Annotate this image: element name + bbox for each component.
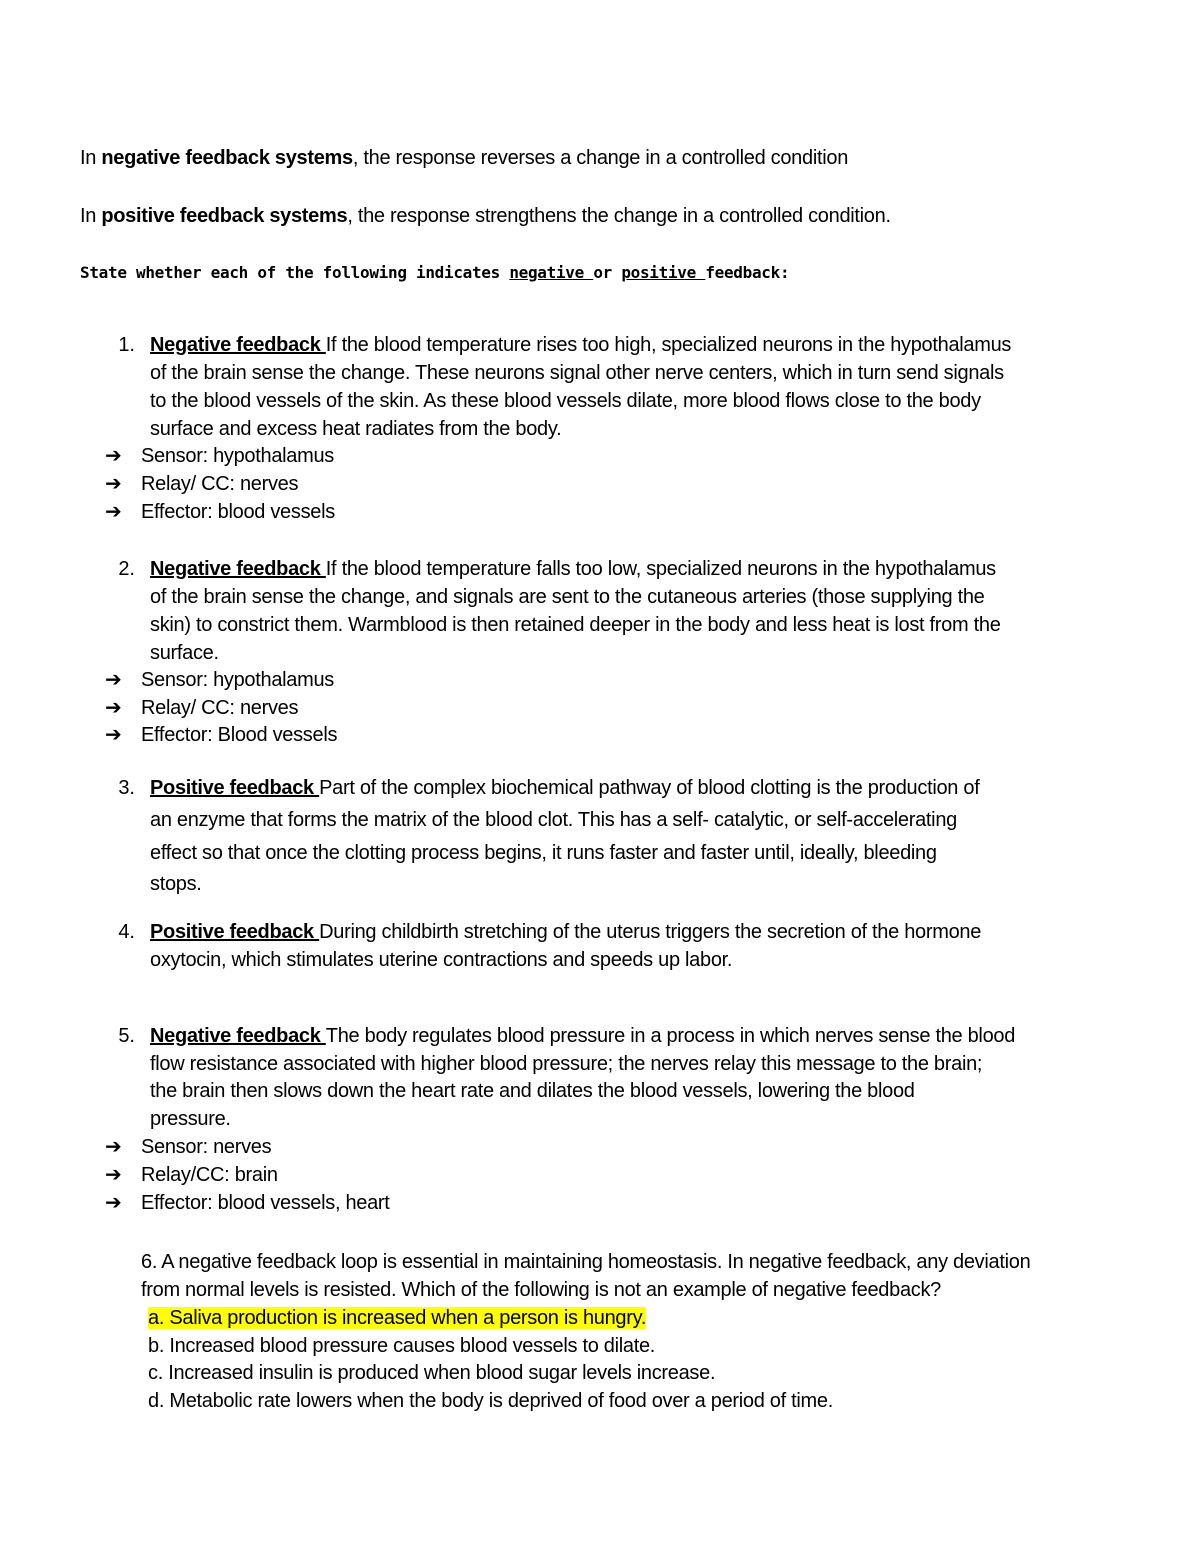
intro-neg-definition: , the response reverses a change in a controlled condition xyxy=(352,147,849,169)
q1-line-4: surface and excess heat radiates from the body. xyxy=(150,418,562,440)
instruction-mid: or xyxy=(593,263,622,282)
q5-bullet-effector: Effector: blood vessels, heart xyxy=(141,1192,390,1214)
q5-bullet-sensor: Sensor: nerves xyxy=(141,1136,272,1158)
q2-number: 2. xyxy=(118,558,135,580)
q6-stem-1: 6. A negative feedback loop is essential in maintaining homeostasis. In negative feedback, any deviation xyxy=(141,1251,1031,1273)
q5-line-3: the brain then slows down the heart rate and dilates the blood vessels, lowering the blood xyxy=(150,1080,915,1102)
q3-text: Part of the complex biochemical pathway of blood clotting is the production of xyxy=(319,777,980,799)
q1-line-3: to the blood vessels of the skin. As these blood vessels dilate, more blood flows close to the body xyxy=(150,390,981,412)
intro-neg-prefix: In xyxy=(80,147,102,169)
q4-answer: Positive feedback xyxy=(150,921,320,943)
instruction xyxy=(80,259,789,287)
q3-answer: Positive feedback xyxy=(150,777,320,799)
q5-answer: Negative feedback xyxy=(150,1025,326,1047)
q6-option-b: b. Increased blood pressure causes blood vessels to dilate. xyxy=(148,1335,656,1357)
q5-number: 5. xyxy=(118,1025,135,1047)
arrow-icon: ➔ xyxy=(105,501,122,523)
intro-negative xyxy=(80,144,848,172)
q2-text: If the blood temperature falls too low, specialized neurons in the hypothalamus xyxy=(325,558,996,580)
intro-pos-prefix: In xyxy=(80,205,102,227)
arrow-icon: ➔ xyxy=(105,697,122,719)
arrow-icon: ➔ xyxy=(105,445,122,467)
q3-line-3: effect so that once the clotting process begins, it runs faster and faster until, ideally, bleeding xyxy=(150,842,937,864)
q2-line-1 xyxy=(150,555,996,583)
q2-bullet-effector: Effector: Blood vessels xyxy=(141,724,338,746)
q1-answer: Negative feedback xyxy=(150,334,326,356)
instruction-negative-word: negative xyxy=(509,263,594,282)
intro-pos-term: positive feedback systems xyxy=(101,205,348,227)
q6-option-c: c. Increased insulin is produced when blood sugar levels increase. xyxy=(148,1362,716,1384)
q6-stem-2: from normal levels is resisted. Which of the following is not an example of negative feedback? xyxy=(141,1279,941,1301)
q3-line-2: an enzyme that forms the matrix of the blood clot. This has a self- catalytic, or self-accelerating xyxy=(150,809,957,831)
q6-option-a-highlighted: a. Saliva production is increased when a person is hungry. xyxy=(148,1307,647,1329)
arrow-icon: ➔ xyxy=(105,669,122,691)
q6-option-d: d. Metabolic rate lowers when the body is deprived of food over a period of time. xyxy=(148,1390,833,1412)
q1-number: 1. xyxy=(118,334,135,356)
q5-line-1 xyxy=(150,1022,1015,1050)
intro-positive xyxy=(80,202,891,230)
arrow-icon: ➔ xyxy=(105,473,122,495)
instruction-before: State whether each of the following indicates xyxy=(80,263,510,282)
q2-line-4: surface. xyxy=(150,642,219,664)
q2-line-3: skin) to constrict them. Warmblood is then retained deeper in the body and less heat is lost from the xyxy=(150,614,1001,636)
q1-bullet-effector: Effector: blood vessels xyxy=(141,501,335,523)
q3-line-1 xyxy=(150,774,979,802)
arrow-icon: ➔ xyxy=(105,1136,122,1158)
q4-text: During childbirth stretching of the uterus triggers the secretion of the hormone xyxy=(319,921,982,943)
arrow-icon: ➔ xyxy=(105,1164,122,1186)
q3-number: 3. xyxy=(118,777,135,799)
q2-bullet-sensor: Sensor: hypothalamus xyxy=(141,669,335,691)
q5-line-2: flow resistance associated with higher blood pressure; the nerves relay this message to the brain; xyxy=(150,1053,983,1075)
q1-text: If the blood temperature rises too high, specialized neurons in the hypothalamus xyxy=(325,334,1012,356)
intro-pos-definition: , the response strengthens the change in a controlled condition. xyxy=(347,205,891,227)
q1-bullet-relay: Relay/ CC: nerves xyxy=(141,473,299,495)
instruction-after: feedback: xyxy=(705,263,790,282)
q2-bullet-relay: Relay/ CC: nerves xyxy=(141,697,299,719)
q4-line-1 xyxy=(150,918,981,946)
instruction-positive-word: positive xyxy=(621,263,706,282)
q6-option-a xyxy=(148,1304,646,1332)
q1-bullet-sensor: Sensor: hypothalamus xyxy=(141,445,335,467)
q5-line-4: pressure. xyxy=(150,1108,231,1130)
q1-line-2: of the brain sense the change. These neurons signal other nerve centers, which in turn send signals xyxy=(150,362,1004,384)
q4-line-2: oxytocin, which stimulates uterine contractions and speeds up labor. xyxy=(150,949,733,971)
q5-bullet-relay: Relay/CC: brain xyxy=(141,1164,278,1186)
arrow-icon: ➔ xyxy=(105,724,122,746)
q4-number: 4. xyxy=(118,921,135,943)
q3-line-4: stops. xyxy=(150,873,202,895)
q5-text: The body regulates blood pressure in a process in which nerves sense the blood xyxy=(325,1025,1016,1047)
q2-line-2: of the brain sense the change, and signals are sent to the cutaneous arteries (those supplying the xyxy=(150,586,985,608)
q1-line-1 xyxy=(150,331,1011,359)
q2-answer: Negative feedback xyxy=(150,558,326,580)
arrow-icon: ➔ xyxy=(105,1192,122,1214)
intro-neg-term: negative feedback systems xyxy=(101,147,353,169)
